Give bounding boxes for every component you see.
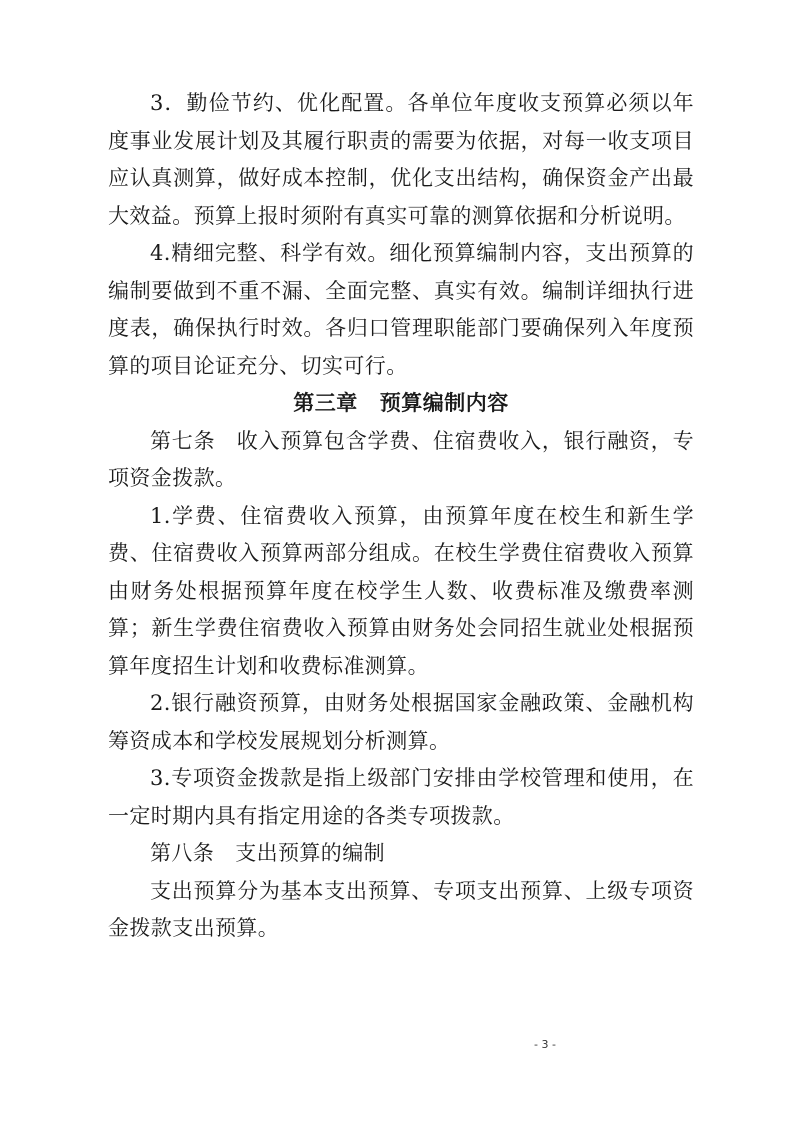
article-8 [108,835,694,873]
article-7-text: 收入预算包含学费、住宿费收入，银行融资，专项资金拨款。 [108,428,694,490]
article-7 [108,423,694,498]
article-7-item-1: 1.学费、住宿费收入预算，由预算年度在校生和新生学费、住宿费收入预算两部分组成。在校生学费住宿费收入预算由财务处根据预算年度在校学生人数、收费标准及缴费率测算；新生学费住宿费收入预算由财务处会同招生就业处根据预算年度招生计划和收费标准测算。 [108,503,694,678]
paragraph-principle-3: 3．勤俭节约、优化配置。各单位年度收支预算必须以年度事业发展计划及其履行职责的需要为依据，对每一收支项目应认真测算，做好成本控制，优化支出结构，确保资金产出最大效益。预算上报时须附有真实可靠的测算依据和分析说明。 [108,91,694,228]
page-number: - 3 - [534,1038,556,1051]
article-8-text: 支出预算的编制 [235,841,386,865]
chapter-heading [108,385,694,423]
article-8-label: 第八条 [150,841,215,865]
chapter-title: 预算编制内容 [379,391,509,415]
page-body [108,85,694,948]
article-8-body: 支出预算分为基本支出预算、专项支出预算、上级专项资金拨款支出预算。 [108,878,694,940]
paragraph-principle-4: 4.精细完整、科学有效。细化预算编制内容，支出预算的编制要做到不重不漏、全面完整、真实有效。编制详细执行进度表，确保执行时效。各归口管理职能部门要确保列入年度预算的项目论证充分、切实可行。 [108,241,694,378]
article-7-label: 第七条 [150,428,216,453]
article-7-item-2: 2.银行融资预算，由财务处根据国家金融政策、金融机构筹资成本和学校发展规划分析测算。 [108,691,694,753]
chapter-number: 第三章 [293,391,358,415]
article-7-item-3: 3.专项资金拨款是指上级部门安排由学校管理和使用，在一定时期内具有指定用途的各类专项拨款。 [108,766,694,828]
